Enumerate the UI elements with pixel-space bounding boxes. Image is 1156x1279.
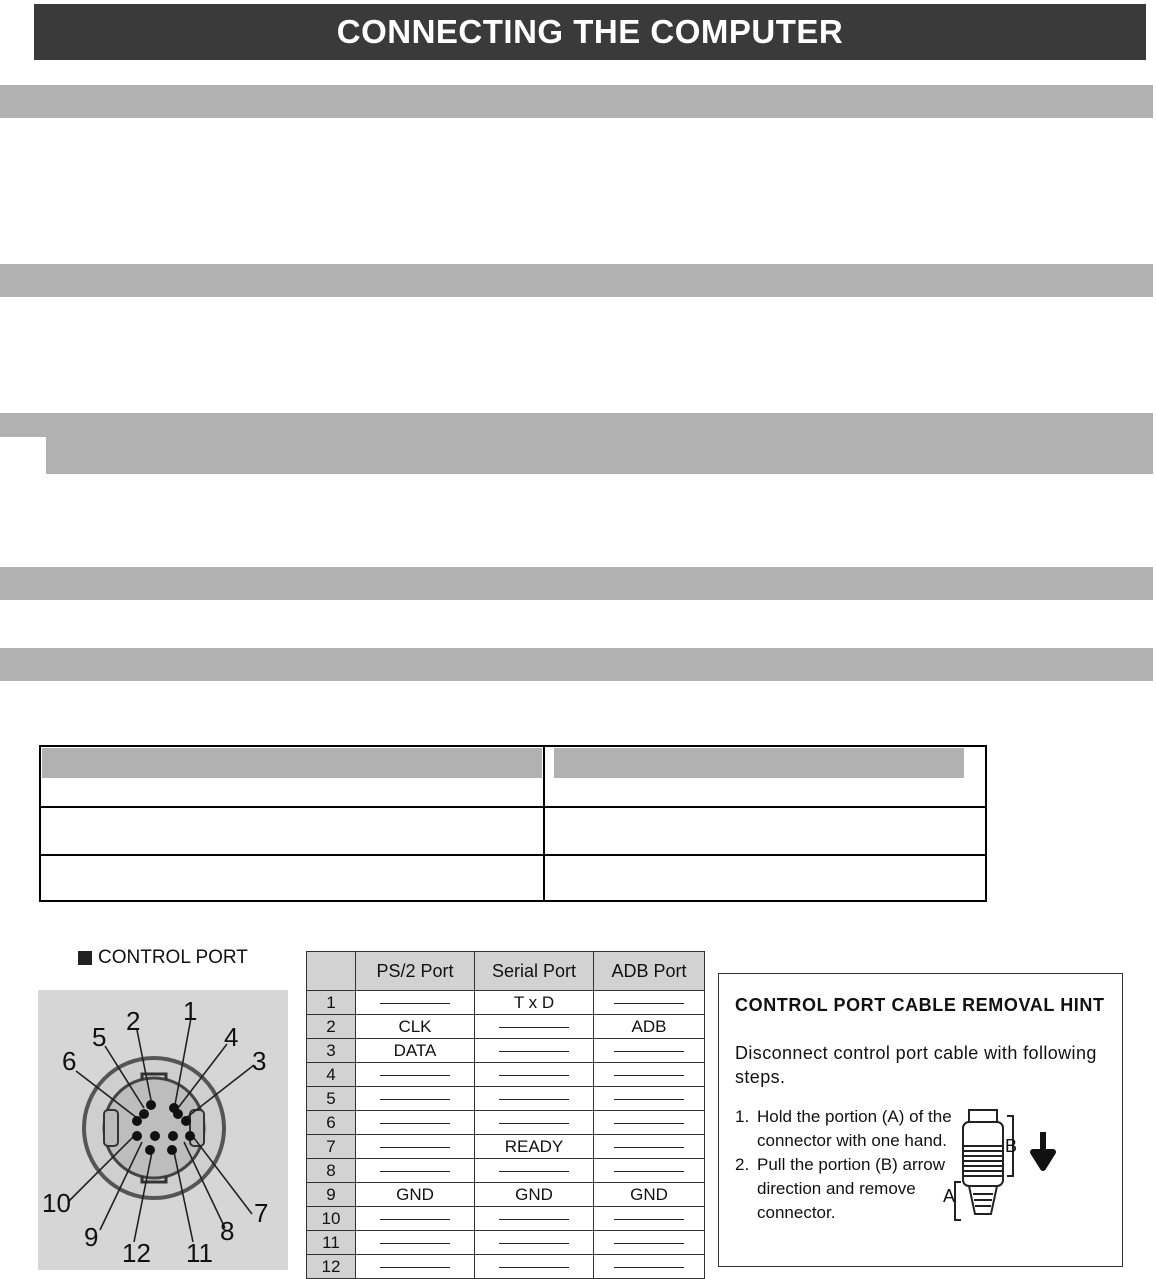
pin-signal-cell-ps2: GND [356, 1183, 475, 1207]
unused-dash [499, 1171, 569, 1172]
pin-signal-cell-ps2 [356, 1255, 475, 1279]
pin-signal-cell-ps2: DATA [356, 1039, 475, 1063]
pin-signal-cell-serial [475, 1039, 594, 1063]
pin-signal-cell-ps2 [356, 1231, 475, 1255]
pin-label-3: 3 [252, 1046, 267, 1076]
label-b: B [1005, 1136, 1018, 1156]
page-title [34, 4, 1146, 60]
pin-number-cell: 5 [307, 1087, 356, 1111]
grid-header-fill-right [554, 748, 964, 778]
unused-dash [499, 1051, 569, 1052]
control-port-label [78, 947, 248, 969]
col-header-ps2: PS/2 Port [356, 952, 475, 991]
unused-dash [499, 1243, 569, 1244]
grid-row-divider-1 [41, 806, 985, 808]
hint-title: CONTROL PORT CABLE REMOVAL HINT [735, 995, 1105, 1015]
plug-top-tab [969, 1110, 997, 1122]
pin-dot-10 [132, 1131, 142, 1141]
hint-step-2 [735, 1153, 955, 1225]
grid-row-divider-2 [41, 854, 985, 856]
pin-table-row [307, 1111, 705, 1135]
pin-label-4: 4 [224, 1022, 239, 1052]
unused-dash [614, 1075, 684, 1076]
square-bullet-icon [78, 951, 92, 965]
pin-signal-cell-adb [594, 1207, 705, 1231]
unused-dash [614, 1123, 684, 1124]
unused-dash [499, 1267, 569, 1268]
unused-dash [380, 1003, 450, 1004]
pin-signal-cell-serial [475, 1231, 594, 1255]
unused-dash [614, 1051, 684, 1052]
hint-step-text: Hold the portion (A) of the connector with one hand. [757, 1107, 952, 1150]
unused-dash [380, 1123, 450, 1124]
pin-table-row [307, 1087, 705, 1111]
pin-signal-cell-adb: GND [594, 1183, 705, 1207]
pin-signal-cell-ps2 [356, 1207, 475, 1231]
unused-dash [614, 1171, 684, 1172]
pin-label-2: 2 [126, 1006, 141, 1036]
pin-signal-cell-adb [594, 991, 705, 1015]
plug-connector-diagram [943, 1102, 1081, 1232]
hint-step-number: 1. [735, 1107, 750, 1126]
unused-dash [380, 1267, 450, 1268]
pin-signal-cell-ps2 [356, 991, 475, 1015]
pin-dot-6 [132, 1116, 142, 1126]
pin-label-6: 6 [62, 1046, 77, 1076]
hint-step-number: 2. [735, 1155, 750, 1174]
pin-assignment-table [306, 951, 705, 1279]
pin-table-row [307, 1207, 705, 1231]
unused-dash [499, 1219, 569, 1220]
pin-signal-cell-serial [475, 1015, 594, 1039]
pin-dot-11 [167, 1145, 177, 1155]
control-port-label-text: CONTROL PORT [98, 947, 248, 968]
pin-table-header-row [307, 952, 705, 991]
pin-label-12: 12 [122, 1238, 151, 1268]
pin-dot-7 [185, 1131, 195, 1141]
page-title-text: CONNECTING THE COMPUTER [336, 13, 844, 50]
unused-dash [380, 1243, 450, 1244]
pin-number-cell: 9 [307, 1183, 356, 1207]
down-arrow-icon [1033, 1132, 1053, 1168]
pin-signal-cell-serial [475, 1063, 594, 1087]
section-header-bar-3 [0, 413, 1153, 474]
pin-label-5: 5 [92, 1022, 107, 1052]
pin-dot-8b [168, 1131, 178, 1141]
unused-dash [499, 1099, 569, 1100]
hint-step-text: Pull the portion (B) arrow direction and remove connector. [757, 1155, 946, 1222]
pin-table-row [307, 1063, 705, 1087]
pin-number-cell: 1 [307, 991, 356, 1015]
unused-dash [614, 1099, 684, 1100]
pin-dot-4 [173, 1109, 183, 1119]
pin-signal-cell-ps2 [356, 1135, 475, 1159]
pin-signal-cell-ps2 [356, 1159, 475, 1183]
unused-dash [614, 1003, 684, 1004]
pin-signal-cell-adb [594, 1063, 705, 1087]
pin-number-cell: 11 [307, 1231, 356, 1255]
pin-number-cell: 2 [307, 1015, 356, 1039]
pin-signal-cell-ps2 [356, 1063, 475, 1087]
label-a: A [943, 1186, 956, 1206]
pin-label-7: 7 [254, 1198, 269, 1228]
grid-column-divider [543, 747, 545, 900]
pin-number-cell: 7 [307, 1135, 356, 1159]
pin-signal-cell-ps2: CLK [356, 1015, 475, 1039]
pin-signal-cell-adb [594, 1039, 705, 1063]
pin-signal-cell-ps2 [356, 1087, 475, 1111]
pin-signal-cell-serial [475, 1111, 594, 1135]
pin-dot-12 [145, 1145, 155, 1155]
unused-dash [380, 1099, 450, 1100]
pin-signal-cell-serial: READY [475, 1135, 594, 1159]
col-header-adb: ADB Port [594, 952, 705, 991]
pin-signal-cell-adb: ADB [594, 1015, 705, 1039]
unused-dash [614, 1243, 684, 1244]
unused-dash [380, 1171, 450, 1172]
pin-signal-cell-serial: T x D [475, 991, 594, 1015]
pin-signal-cell-adb [594, 1135, 705, 1159]
grid-header-fill-left [42, 748, 542, 778]
section-header-bar-5 [0, 648, 1153, 681]
pin-table-corner-cell [307, 952, 356, 991]
section-header-bar-4 [0, 567, 1153, 600]
unused-dash [380, 1075, 450, 1076]
unused-dash [614, 1219, 684, 1220]
control-port-connector-diagram [38, 990, 288, 1270]
pin-signal-cell-serial [475, 1159, 594, 1183]
unused-dash [499, 1123, 569, 1124]
pin-table-row [307, 1015, 705, 1039]
pin-table-row [307, 991, 705, 1015]
col-header-serial: Serial Port [475, 952, 594, 991]
unused-dash [380, 1219, 450, 1220]
pin-signal-cell-adb [594, 1159, 705, 1183]
pin-label-9: 9 [84, 1222, 99, 1252]
bracket-a [955, 1182, 961, 1220]
unused-dash [499, 1075, 569, 1076]
pin-signal-cell-adb [594, 1087, 705, 1111]
empty-grid-table [39, 745, 987, 902]
pin-label-8: 8 [220, 1216, 235, 1246]
pin-number-cell: 3 [307, 1039, 356, 1063]
pin-dot-2 [146, 1100, 156, 1110]
pin-signal-cell-serial [475, 1087, 594, 1111]
section-header-bar-2 [0, 264, 1153, 297]
pin-table-body [307, 991, 705, 1279]
section-header-bar-1 [0, 85, 1153, 118]
pin-dot-9b [150, 1131, 160, 1141]
pin-label-10: 10 [42, 1188, 71, 1218]
pin-table-row [307, 1231, 705, 1255]
pin-signal-cell-adb [594, 1111, 705, 1135]
pin-number-cell: 10 [307, 1207, 356, 1231]
pin-signal-cell-serial [475, 1207, 594, 1231]
pin-number-cell: 12 [307, 1255, 356, 1279]
pin-signal-cell-ps2 [356, 1111, 475, 1135]
unused-dash [380, 1147, 450, 1148]
connector-right-key [190, 1110, 204, 1146]
unused-dash [499, 1027, 569, 1028]
cable-removal-hint-box [718, 973, 1123, 1267]
pin-number-cell: 8 [307, 1159, 356, 1183]
pin-signal-cell-serial: GND [475, 1183, 594, 1207]
pin-table-row [307, 1159, 705, 1183]
pin-label-11: 11 [186, 1238, 213, 1268]
pin-signal-cell-adb [594, 1255, 705, 1279]
pin-dot-3 [181, 1116, 191, 1126]
unused-dash [614, 1267, 684, 1268]
pin-table-row [307, 1183, 705, 1207]
hint-intro-text: Disconnect control port cable with following steps. [735, 1043, 1097, 1087]
pin-label-1: 1 [183, 996, 198, 1026]
pin-signal-cell-adb [594, 1231, 705, 1255]
section-header-notch [0, 437, 46, 474]
pin-number-cell: 6 [307, 1111, 356, 1135]
pin-number-cell: 4 [307, 1063, 356, 1087]
hint-step-1 [735, 1105, 955, 1153]
hint-steps-list [735, 1105, 955, 1225]
unused-dash [614, 1147, 684, 1148]
pin-table-row [307, 1255, 705, 1279]
pin-signal-cell-serial [475, 1255, 594, 1279]
plug-grip-lines [963, 1146, 1003, 1176]
pin-table-row [307, 1039, 705, 1063]
connector-left-key [104, 1110, 118, 1146]
pin-table-row [307, 1135, 705, 1159]
